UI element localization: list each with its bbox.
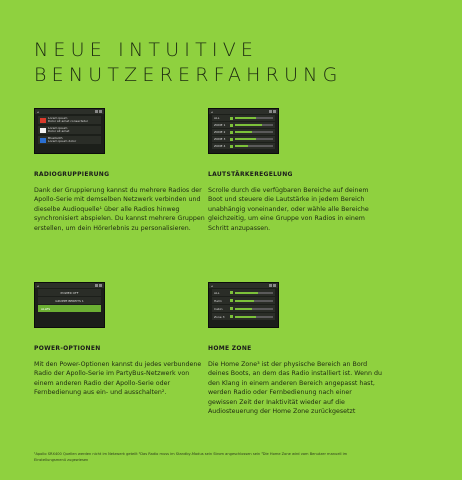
thumb-statusbar: ◂ <box>35 283 104 288</box>
radio-grouping-screenshot <box>34 108 105 154</box>
power-row: GRUPPE BEREITS 1 <box>38 297 101 304</box>
volume-slider <box>235 292 273 294</box>
row-subtitle: Lorem ipsum dolor <box>48 139 77 143</box>
section-home-zone <box>208 282 383 416</box>
zone-label: Zone 3 <box>214 314 225 319</box>
zone-row <box>212 289 275 296</box>
section-body: Mit den Power-Optionen kannst du jedes verbundene Radio der Apollo-Serie im PartyBus-Netzwerk von einem anderen Radio der Apollo-Serie oder Fernbedienung aus ein- und ausschalten². <box>34 361 202 397</box>
zone-row <box>212 313 275 320</box>
volume-slider <box>235 145 273 147</box>
thumb-row <box>38 116 101 124</box>
thumb-statusbar: ◂ <box>209 283 278 288</box>
speaker-icon <box>230 291 233 294</box>
source-logo-icon <box>40 118 46 123</box>
zone-label: ZONE 1 <box>214 123 226 127</box>
volume-slider <box>235 124 273 126</box>
zone-row <box>212 136 275 142</box>
zone-label: ZONE 4 <box>214 144 226 148</box>
power-row: POWER OFF <box>38 289 101 296</box>
home-zone-screenshot <box>208 282 279 328</box>
row-title: Bluetooth <box>48 136 63 140</box>
speaker-icon <box>230 124 233 127</box>
headline-line-2: BENUTZERERFAHRUNG <box>34 64 343 86</box>
thumb-row <box>38 136 101 144</box>
row-title: Lorem ipsum <box>48 126 68 130</box>
speaker-icon <box>230 131 233 134</box>
speaker-icon <box>230 307 233 310</box>
speaker-icon <box>230 138 233 141</box>
row-subtitle: Dolor sit amet consectetur <box>48 119 89 123</box>
zone-row <box>212 297 275 304</box>
zone-label: Helm <box>214 298 222 303</box>
headline-line-1: NEUE INTUITIVE <box>34 39 259 61</box>
section-body: Die Home Zone³ ist der physische Bereich an Bord deines Boots, an dem das Radio installiert ist. Wenn du den Klang in einem anderen Bereich angepasst hast, werden Radio oder Fernbedienung nach einer gewissen Zeit der Inaktivität wieder auf die Audiosteuerung der Home Zone zurückgesetzt <box>208 361 382 416</box>
volume-control-screenshot <box>208 108 279 154</box>
zone-label: ZONE 3 <box>214 137 226 141</box>
thumb-statusbar: ◂ <box>35 109 104 114</box>
speaker-icon <box>230 299 233 302</box>
volume-slider <box>235 308 273 310</box>
speaker-icon <box>230 117 233 120</box>
thumb-row <box>38 126 101 134</box>
speaker-icon <box>230 145 233 148</box>
page-headline <box>34 38 343 88</box>
volume-slider <box>235 300 273 302</box>
volume-slider <box>235 316 273 318</box>
zone-row <box>212 122 275 128</box>
section-heading: RADIOGRUPPIERUNG <box>34 171 110 178</box>
zone-row <box>212 115 275 121</box>
section-volume-control <box>208 108 383 233</box>
section-radio-grouping <box>34 108 209 233</box>
row-subtitle: Dolor sit amet <box>48 129 70 133</box>
speaker-icon <box>230 315 233 318</box>
volume-slider <box>235 131 273 133</box>
zone-row <box>212 143 275 149</box>
section-heading: POWER-OPTIONEN <box>34 345 101 352</box>
zone-row <box>212 129 275 135</box>
section-heading: LAUTSTÄRKEREGELUNG <box>208 171 293 178</box>
footnote: ¹Apollo SRX400 Quellen werden nicht im Netzwerk geteilt ²Das Radio muss im Standby-Modus sein Strom angeschlossen sein ³Die Home Zone wird vom Benutzer manuell im Einstellungsmenü zugewiesen <box>34 452 348 462</box>
volume-slider <box>235 117 273 119</box>
section-body: Scrolle durch die verfügbaren Bereiche auf deinem Boot und steuere die Lautstärke in jedem Bereich unabhängig voneinander, oder wähle alle Bereiche gleichzeitig, um eine Gruppe von Radios in einem Schritt anzupassen. <box>208 187 369 232</box>
power-options-screenshot <box>34 282 105 328</box>
section-body: Dank der Gruppierung kannst du mehrere Radios der Apollo-Serie mit demselben Netzwerk verbinden und dieselbe Audioquelle¹ über alle Radios hinweg synchronisiert abspielen. Du kannst mehrere Gruppen erstellen, um dein Hörerlebnis zu personalisieren. <box>34 187 205 232</box>
zone-row <box>212 305 275 312</box>
zone-label: ALL <box>214 290 220 295</box>
zone-label: ZONE 2 <box>214 130 226 134</box>
source-logo-icon <box>40 128 46 133</box>
zone-label: Cabin <box>214 306 223 311</box>
volume-slider <box>235 138 273 140</box>
bluetooth-icon <box>40 138 46 143</box>
section-heading: HOME ZONE <box>208 345 252 352</box>
zone-label: ALL <box>214 116 220 120</box>
power-row-selected: ALLES <box>38 305 101 312</box>
thumb-statusbar: ◂ <box>209 109 278 114</box>
section-power-options <box>34 282 209 398</box>
row-title: Lorem ipsum <box>48 116 68 120</box>
